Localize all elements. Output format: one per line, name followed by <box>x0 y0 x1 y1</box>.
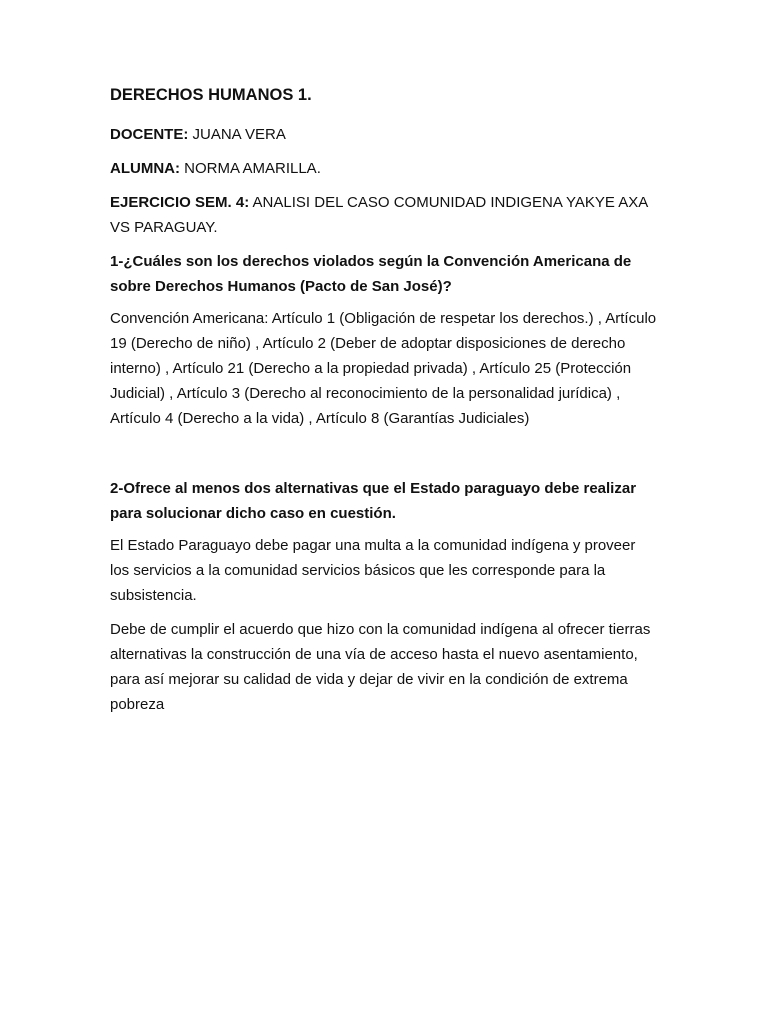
alumna-value: NORMA AMARILLA. <box>179 160 321 177</box>
ejercicio-line <box>110 190 658 240</box>
document-title: DERECHOS HUMANOS 1. <box>110 86 312 104</box>
alumna-label: ALUMNA: <box>110 160 180 177</box>
question-2: 2-Ofrece al menos dos alternativas que el Estado paraguayo debe realizar para solucionar dicho caso en cuestión. <box>110 480 637 522</box>
docente-value: JUANA VERA <box>188 126 286 143</box>
spacer <box>110 440 658 476</box>
ejercicio-label: EJERCICIO SEM. 4: <box>110 194 250 211</box>
question-1: 1-¿Cuáles son los derechos violados según la Convención Americana de sobre Derechos Humanos (Pacto de San José)? <box>110 253 632 295</box>
ejercicio-value: ANALISI DEL CASO COMUNIDAD INDIGENA YAKYE AXA VS PARAGUAY. <box>110 194 648 236</box>
answer-2-paragraph-1: El Estado Paraguayo debe pagar una multa a la comunidad indígena y proveer los servicios a la comunidad servicios básicos que les corresponde para la subsistencia. <box>110 537 636 604</box>
answer-1: Convención Americana: Artículo 1 (Obligación de respetar los derechos.) , Artículo 19 (Derecho de niño) , Artículo 2 (Deber de adoptar disposiciones de derecho interno) , Artículo 21 (Derecho a la propiedad privada) , Artículo 25 (Protección Judicial) , Artículo 3 (Derecho al reconocimiento de la personalidad jurídica) , Artículo 4 (Derecho a la vida) , Artículo 8 (Garantías Judiciales) <box>110 310 657 427</box>
docente-line <box>110 122 658 147</box>
answer-2-paragraph-2: Debe de cumplir el acuerdo que hizo con la comunidad indígena al ofrecer tierras alternativas la construcción de una vía de acceso hasta el nuevo asentamiento, para así mejorar su calidad de vida y dejar de vivir en la condición de extrema pobreza <box>110 621 651 713</box>
document-page <box>110 84 658 726</box>
docente-label: DOCENTE: <box>110 126 189 143</box>
alumna-line <box>110 156 658 181</box>
